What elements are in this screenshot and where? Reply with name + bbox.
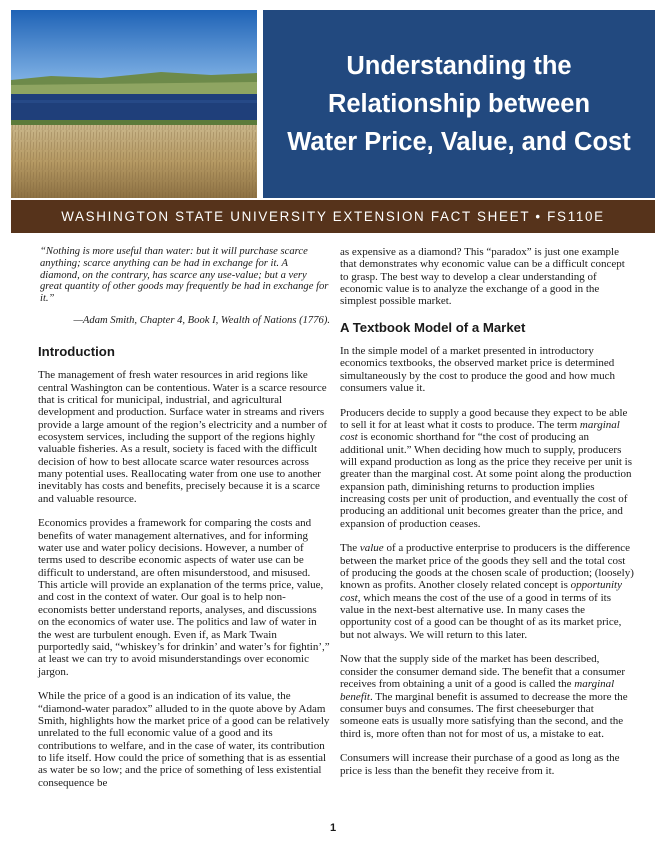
term-marginal-cost: marginal cost	[340, 419, 620, 444]
quote-attribution: —Adam Smith, Chapter 4, Book I, Wealth of Nations (1776).	[73, 314, 330, 326]
fact-sheet-banner	[11, 200, 655, 233]
introduction-heading: Introduction	[38, 344, 115, 360]
market-paragraph-3	[340, 542, 634, 641]
opening-quote: “Nothing is more useful than water: but it will purchase scarce anything; scarce anything can be had in exchange for it. A diamond, on the contrary, has scarce any use-value; but a very great quantity of other goods may frequently be had in exchange for it.”	[40, 246, 329, 305]
banner-text: WASHINGTON STATE UNIVERSITY EXTENSION FACT SHEET • FS110E	[61, 209, 605, 224]
intro-paragraph-1: The management of fresh water resources in arid regions like central Washington can be contentious. Water is a scarce resource that is critical for municipal, industrial, and agricultural development and production. Surface water in streams and rivers provide a large amount of the region’s electricity and a number of ecosystem services, including the support of the regions highly valuable fisheries. As a result, society is faced with the difficult decision of how to best allocate scarce water resources across many potential uses. Reallocating water from one use to another inevitably has costs and benefits, precisely because it is a scarce and valuable resource.	[38, 369, 328, 505]
text-span: . The marginal benefit is assumed to decrease the more the consumer buys and consumes. The first cheeseburger that someone eats is usually more satisfying than the second, and the third is, more often than not for most of us, a mistake to eat.	[340, 690, 628, 740]
text-span: , which means the cost of the use of a good in terms of its value in the next-best alternative use. In many cases the opportunity cost of a good can be thought of as its market price, but not always. We will return to this later.	[340, 591, 622, 641]
intro-paragraph-3: While the price of a good is an indication of its value, the “diamond-water paradox” alluded to in the quote above by Adam Smith, highlights how the market price of a good can be relatively unrelated to the full economic value of a good and its contributions to welfare, and in the case of water, its contribution to life itself. How could the price of something that is as essential as water be so low; and the price of something of less existential consequence be	[38, 690, 330, 789]
market-model-heading: A Textbook Model of a Market	[340, 320, 526, 336]
text-span: Now that the supply side of the market has been described, consider the consumer demand side. The benefit that a consumer receives from obtaining a unit of a good is called the	[340, 653, 626, 691]
right-column	[340, 246, 634, 789]
title-line-1: Understanding the	[346, 52, 572, 80]
term-opportunity-cost: opportunity cost	[340, 579, 622, 604]
market-paragraph-5: Consumers will increase their purchase of a good as long as the price is less than the benefit they receive from it.	[340, 752, 620, 777]
intro-paragraph-2: Economics provides a framework for comparing the costs and benefits of water management alternatives, and for informing water use and water policy decisions. However, a number of terms used to describe economic aspects of water use can be difficult to understand, are often misunderstood, and misused. This article will provide an explanation of the terms price, value, and cost in the context of water. Our goal is to help non-economists better understand reports, analyses, and discussions on the economics of water use. The politics and law of water in the west are turbulent enough. Even if, as Mark Twain purportedly said, “whiskey’s for drinkin’ and water’s for fightin’,” at least we can try to avoid misunderstandings over economic jargon.	[38, 517, 330, 678]
title-line-2: Relationship between	[327, 90, 591, 118]
header-photo	[11, 10, 257, 198]
page-number: 1	[329, 822, 337, 834]
title-line-3: Water Price, Value, and Cost	[287, 128, 631, 156]
text-span: of a productive enterprise to producers is the difference between the market price of the goods they sell and the total cost of producing the goods at the chosen scale of production; (loosely) known as profits. Another closely related concept is	[340, 542, 634, 592]
left-column	[38, 246, 330, 801]
market-paragraph-4	[340, 653, 634, 739]
title-box	[263, 10, 655, 198]
text-span: is economic shorthand for “the cost of producing an additional unit.” When deciding how much to supply, producers will expand production as long as the price they receive per unit is greater than the marginal cost. At some point along the production expansion path, diminishing returns to production implies increasing costs per unit of production, and eventually the cost of producing an additional unit becomes greater than the price, and expansion of production ceases.	[340, 431, 633, 530]
text-span: Producers decide to supply a good because they expect to be able to sell it for at least what it costs to produce. The term	[340, 406, 628, 432]
term-marginal-benefit: marginal benefit	[340, 678, 615, 703]
document-title	[274, 47, 644, 161]
paradox-paragraph: as expensive as a diamond? This “paradox” is just one example that demonstrates why economic value can be a difficult concept to grasp. The best way to develop a clear understanding of economic value is to analyze the exchange of a good in the simplest possible market.	[340, 246, 625, 308]
market-paragraph-2	[340, 407, 634, 530]
text-span: The	[340, 542, 360, 555]
term-value: value	[359, 542, 384, 555]
market-paragraph-1: In the simple model of a market presented in introductory economics textbooks, the observed market price is determined simultaneously by the cost to produce the good and how much consumers value it.	[340, 345, 615, 395]
